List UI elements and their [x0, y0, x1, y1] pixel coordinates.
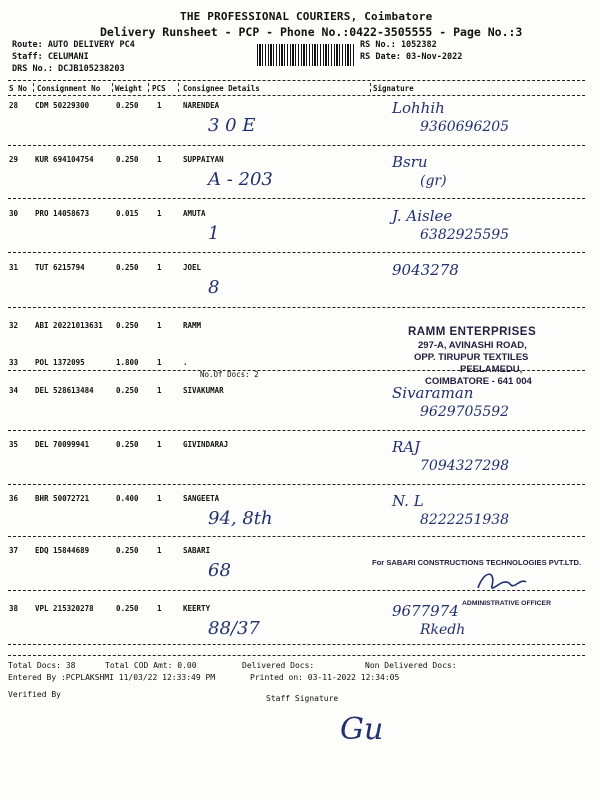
staff-label: Staff: CELUMANI [12, 52, 89, 62]
row-handwriting-signature: Bsru [392, 153, 428, 171]
row-handwriting-phone: 7094327298 [420, 458, 510, 474]
row-weight: 0.250 [116, 321, 139, 330]
row-pcs: 1 [157, 546, 162, 555]
col-signature: Signature [373, 84, 414, 93]
row-handwriting-signature: Sivaraman [392, 384, 474, 402]
sabari-stamp-company: For SABARI CONSTRUCTIONS TECHNOLOGIES PVT.LTD. [372, 558, 582, 567]
entered-by: Entered By :PCPLAKSHMI 11/03/22 12:33:49 PM [8, 673, 216, 682]
row-consignment-no: VPL 215320278 [35, 604, 94, 613]
row-consignee: SIVAKUMAR [183, 386, 224, 395]
row-pcs: 1 [157, 494, 162, 503]
ramm-stamp-line3: PEELAMEDU, [460, 364, 523, 375]
runsheet-title: Delivery Runsheet - PCP - Phone No.:0422-3505555 - Page No.:3 [100, 25, 523, 39]
row-weight: 0.250 [116, 263, 139, 272]
row-consignee: RAMM [183, 321, 202, 330]
row-handwriting-phone: 9360696205 [420, 119, 510, 135]
row-consignee: SUPPAIYAN [183, 155, 224, 164]
row-separator [8, 430, 585, 431]
company-title: THE PROFESSIONAL COURIERS, Coimbatore [180, 10, 433, 23]
row-handwriting-phone: 6382925595 [420, 227, 510, 243]
row-sno: 35 [9, 440, 19, 449]
verified-by: Verified By [8, 690, 61, 699]
row-sno: 34 [9, 386, 19, 395]
total-cod: Total COD Amt: 0.00 [105, 661, 197, 670]
row-consignment-no: BHR 50072721 [35, 494, 90, 503]
row-weight: 0.250 [116, 101, 139, 110]
row-consignment-no: EDQ 15844689 [35, 546, 90, 555]
row-consignment-no: PRO 14058673 [35, 209, 90, 218]
row-handwriting-address: 3 0 E [208, 115, 256, 136]
rs-date: RS Date: 03-Nov-2022 [360, 52, 463, 62]
row-pcs: 1 [157, 155, 162, 164]
row-handwriting-address: 88/37 [208, 618, 260, 639]
delivered-docs: Delivered Docs: [242, 661, 315, 670]
sabari-stamp-officer: ADMINISTRATIVE OFFICER [462, 600, 551, 607]
row-handwriting-address: 1 [208, 223, 220, 244]
header-top-rule [8, 80, 585, 81]
row-sno: 38 [9, 604, 19, 613]
row-handwriting-phone: (gr) [420, 173, 447, 189]
row-separator [8, 145, 585, 146]
row-consignee: NARENDEA [183, 101, 220, 110]
row-consignment-no: POL 1372095 [35, 358, 85, 367]
row-sno: 30 [9, 209, 19, 218]
row-pcs: 1 [157, 263, 162, 272]
row-pcs: 1 [157, 209, 162, 218]
row-weight: 1.800 [116, 358, 139, 367]
row-sno: 32 [9, 321, 19, 330]
ramm-stamp-line2: OPP. TIRUPUR TEXTILES [414, 352, 529, 363]
row-consignment-no: DEL 70099941 [35, 440, 90, 449]
ramm-stamp-line1: 297-A, AVINASHI ROAD, [418, 340, 527, 351]
row-sno: 31 [9, 263, 19, 272]
row-handwriting-signature: RAJ [392, 438, 421, 456]
drs-label: DRS No.: DCJB105238203 [12, 64, 125, 74]
row-no-of-docs: No.Of Docs: 2 [200, 370, 259, 379]
row-pcs: 1 [157, 321, 162, 330]
row-weight: 0.250 [116, 386, 139, 395]
row-separator [8, 644, 585, 645]
row-handwriting-address: 68 [208, 560, 231, 581]
row-sno: 28 [9, 101, 19, 110]
header-bottom-rule [8, 95, 585, 96]
row-consignment-no: ABI 20221013631 [35, 321, 103, 330]
staff-signature-mark: Gu [340, 712, 384, 747]
row-weight: 0.015 [116, 209, 139, 218]
row-pcs: 1 [157, 604, 162, 613]
row-weight: 0.400 [116, 494, 139, 503]
row-handwriting-address: 8 [208, 277, 220, 298]
rs-number: RS No.: 1052382 [360, 40, 437, 50]
col-sno: S No [9, 84, 28, 93]
row-consignment-no: DEL 528613484 [35, 386, 94, 395]
row-consignment-no: KUR 694104754 [35, 155, 94, 164]
row-consignment-no: CDM 50229300 [35, 101, 90, 110]
row-pcs: 1 [157, 101, 162, 110]
ramm-stamp-line4: COIMBATORE - 641 004 [425, 376, 532, 387]
row-sno: 37 [9, 546, 19, 555]
row-pcs: 1 [157, 440, 162, 449]
row-consignee: AMUTA [183, 209, 206, 218]
route-label: Route: AUTO DELIVERY PC4 [12, 40, 135, 50]
row-separator [8, 198, 585, 199]
row-handwriting-signature: 9043278 [392, 261, 459, 279]
row-sno: 33 [9, 358, 19, 367]
col-consignee: Consignee Details [183, 84, 260, 93]
row-consignment-no: TUT 6215794 [35, 263, 85, 272]
row-separator [8, 252, 585, 253]
row-separator [8, 307, 585, 308]
row-weight: 0.250 [116, 440, 139, 449]
row-handwriting-signature: J. Aislee [392, 207, 453, 225]
row-consignee: KEERTY [183, 604, 211, 613]
col-consignment: Consignment No [37, 84, 101, 93]
row-sno: 29 [9, 155, 19, 164]
col-pcs: PCS [152, 84, 166, 93]
row-sno: 36 [9, 494, 19, 503]
row-consignee: . [183, 358, 188, 367]
row-weight: 0.250 [116, 604, 139, 613]
ramm-stamp-name: RAMM ENTERPRISES [408, 326, 537, 338]
row-weight: 0.250 [116, 546, 139, 555]
row-handwriting-signature: 9677974 [392, 602, 459, 620]
row-separator [8, 484, 585, 485]
row-consignee: GIVINDARAJ [183, 440, 229, 449]
row-separator [8, 536, 585, 537]
row-handwriting-signature: N. L [392, 492, 424, 510]
row-handwriting-phone: Rkedh [420, 622, 466, 638]
barcode [257, 44, 355, 66]
row-handwriting-address: A - 203 [208, 169, 273, 190]
staff-signature-label: Staff Signature [266, 694, 339, 703]
non-delivered-docs: Non Delivered Docs: [365, 661, 457, 670]
row-consignee: JOEL [183, 263, 202, 272]
table-bottom-rule [8, 655, 585, 656]
sabari-signature-mark [470, 566, 530, 600]
row-pcs: 1 [157, 386, 162, 395]
row-handwriting-address: 94, 8th [208, 508, 273, 529]
row-pcs: 1 [157, 358, 162, 367]
col-weight: Weight [115, 84, 143, 93]
printed-on: Printed on: 03-11-2022 12:34:05 [250, 673, 400, 682]
row-handwriting-phone: 8222251938 [420, 512, 510, 528]
row-handwriting-signature: Lohhih [392, 99, 445, 117]
row-handwriting-phone: 9629705592 [420, 404, 510, 420]
row-consignee: SABARI [183, 546, 211, 555]
total-docs: Total Docs: 38 [8, 661, 76, 670]
row-weight: 0.250 [116, 155, 139, 164]
row-consignee: SANGEETA [183, 494, 220, 503]
